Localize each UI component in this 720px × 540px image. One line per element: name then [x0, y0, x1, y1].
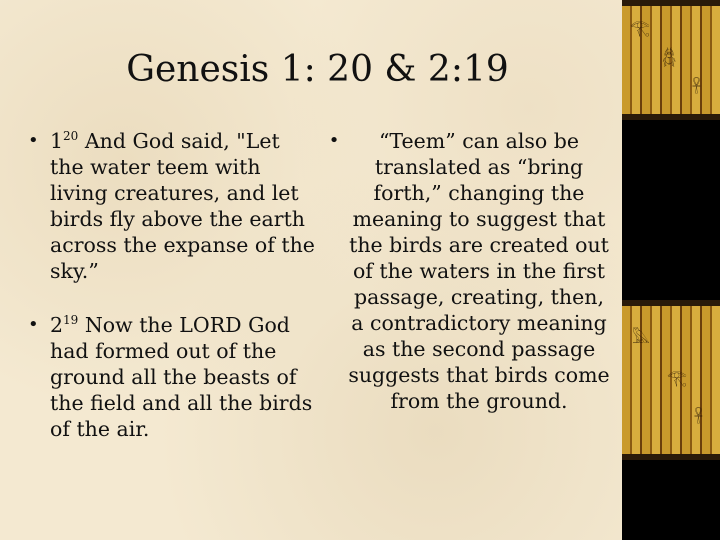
slide-title: Genesis 1: 20 & 2:19: [126, 49, 509, 90]
verse-number: 19: [63, 313, 79, 327]
side-decoration-panel: [622, 0, 720, 540]
hieroglyph-icon: 𓂀: [630, 18, 650, 37]
panel-border: [622, 454, 720, 460]
verse-chapter: 1: [50, 129, 64, 153]
egyptian-hieroglyph-panel-top-icon: [622, 0, 720, 120]
bullet-item: [323, 128, 613, 414]
verse-genesis-2-19: [50, 312, 318, 442]
verse-genesis-1-20: [50, 128, 318, 284]
panel-border: [622, 300, 720, 306]
egyptian-hieroglyph-panel-bottom-icon: [622, 300, 720, 460]
bullet-dot: •: [28, 314, 39, 335]
panel-border: [622, 0, 720, 6]
bullet-dot: •: [328, 130, 340, 151]
commentary-text: “Teem” can also be translated as “bring forth,” changing the meaning to suggest that the birds are created out of the waters in the first passage, creating, then, a contradictory meaning as the second passage suggests that birds come from the ground.: [348, 129, 610, 413]
left-column: [28, 128, 318, 470]
hieroglyph-icon: 𓆣: [662, 48, 677, 67]
hieroglyph-icon: 𓂀: [667, 368, 687, 387]
hieroglyph-icon: 𓋹: [692, 78, 701, 97]
panel-border: [622, 114, 720, 120]
bullet-item: [28, 312, 318, 442]
bullet-item: [28, 128, 318, 284]
hieroglyph-icon: 𓋹: [694, 408, 703, 427]
verse-number: 20: [63, 129, 79, 143]
hieroglyph-icon: 𓅓: [632, 328, 650, 347]
bullet-dot: •: [28, 130, 39, 151]
verse-chapter: 2: [50, 313, 64, 337]
right-column: [323, 128, 613, 442]
verse-text: Now the LORD God had formed out of the ground all the beasts of the field and all the birds of the air.: [50, 313, 313, 441]
verse-text: And God said, "Let the water teem with living creatures, and let birds fly above the earth across the expanse of the sky.”: [50, 129, 315, 283]
